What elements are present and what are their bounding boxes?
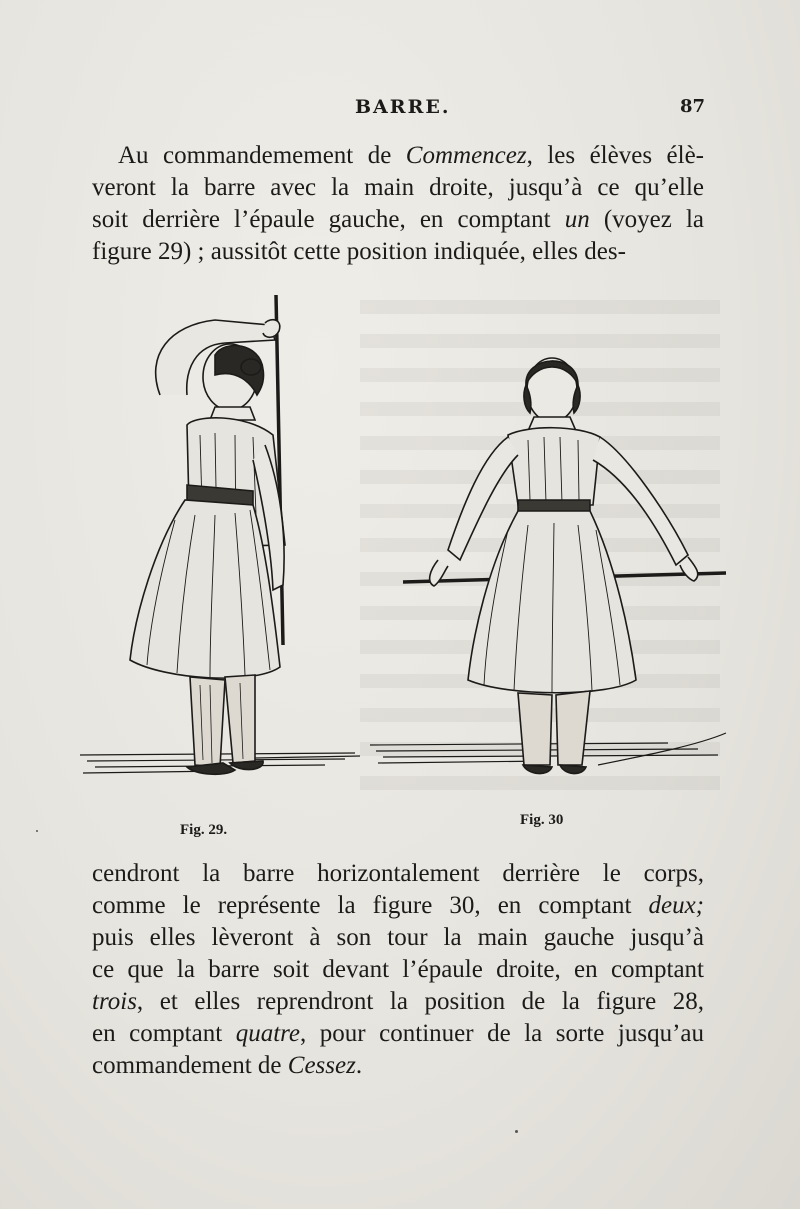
italic-run: quatre <box>235 1020 301 1047</box>
text-line <box>92 204 704 236</box>
figure-29-caption: Fig. 29. <box>180 822 228 838</box>
text-line <box>92 858 704 890</box>
page-number: 87 <box>680 96 706 117</box>
text-run: figure 29) ; aussitôt cette position indiquée, elles des- <box>92 238 626 265</box>
text-run: , les élèves élè- <box>526 142 704 169</box>
italic-run: trois <box>92 988 137 1015</box>
text-run: soit derrière l’épaule gauche, en comptant <box>92 206 565 233</box>
text-run: , pour continuer de la sorte jusqu’au <box>300 1020 704 1047</box>
text-run: commandement de <box>92 1052 288 1079</box>
text-line <box>92 172 704 204</box>
text-line <box>92 236 704 268</box>
paragraph-top <box>92 140 704 268</box>
text-run: . <box>355 1052 363 1079</box>
text-run: (voyez la <box>589 206 704 233</box>
italic-run: un <box>564 206 590 233</box>
text-line <box>92 954 704 986</box>
text-run: Au commandemement de <box>118 142 406 169</box>
text-run: en comptant <box>92 1020 236 1047</box>
text-line <box>92 922 704 954</box>
paper-speck <box>515 1130 518 1133</box>
text-line <box>92 1050 704 1082</box>
text-run: comme le représente la figure 30, en comptant <box>92 892 649 919</box>
figure-29-illustration <box>75 285 375 805</box>
italic-run: Cessez <box>287 1052 356 1079</box>
running-title: BARRE. <box>355 96 451 118</box>
text-line <box>92 986 704 1018</box>
text-run: veront la barre avec la main droite, jusqu’à ce qu’elle <box>92 174 704 201</box>
paper-speck <box>36 830 38 832</box>
italic-run: Commencez <box>405 142 527 169</box>
text-line <box>92 1018 704 1050</box>
figure-30-illustration <box>368 345 730 795</box>
text-run: , et elles reprendront la position de la figure 28, <box>136 988 704 1015</box>
text-run: ce que la barre soit devant l’épaule droite, en comptant <box>92 956 704 983</box>
text-run: cendront la barre horizontalement derrière le corps, <box>92 860 704 887</box>
text-line <box>92 890 704 922</box>
text-run: puis elles lèveront à son tour la main gauche jusqu’à <box>92 924 704 951</box>
text-line <box>92 140 704 172</box>
paragraph-bottom <box>92 858 704 1082</box>
italic-run: deux; <box>648 892 704 919</box>
figure-30-caption: Fig. 30 <box>520 812 564 828</box>
